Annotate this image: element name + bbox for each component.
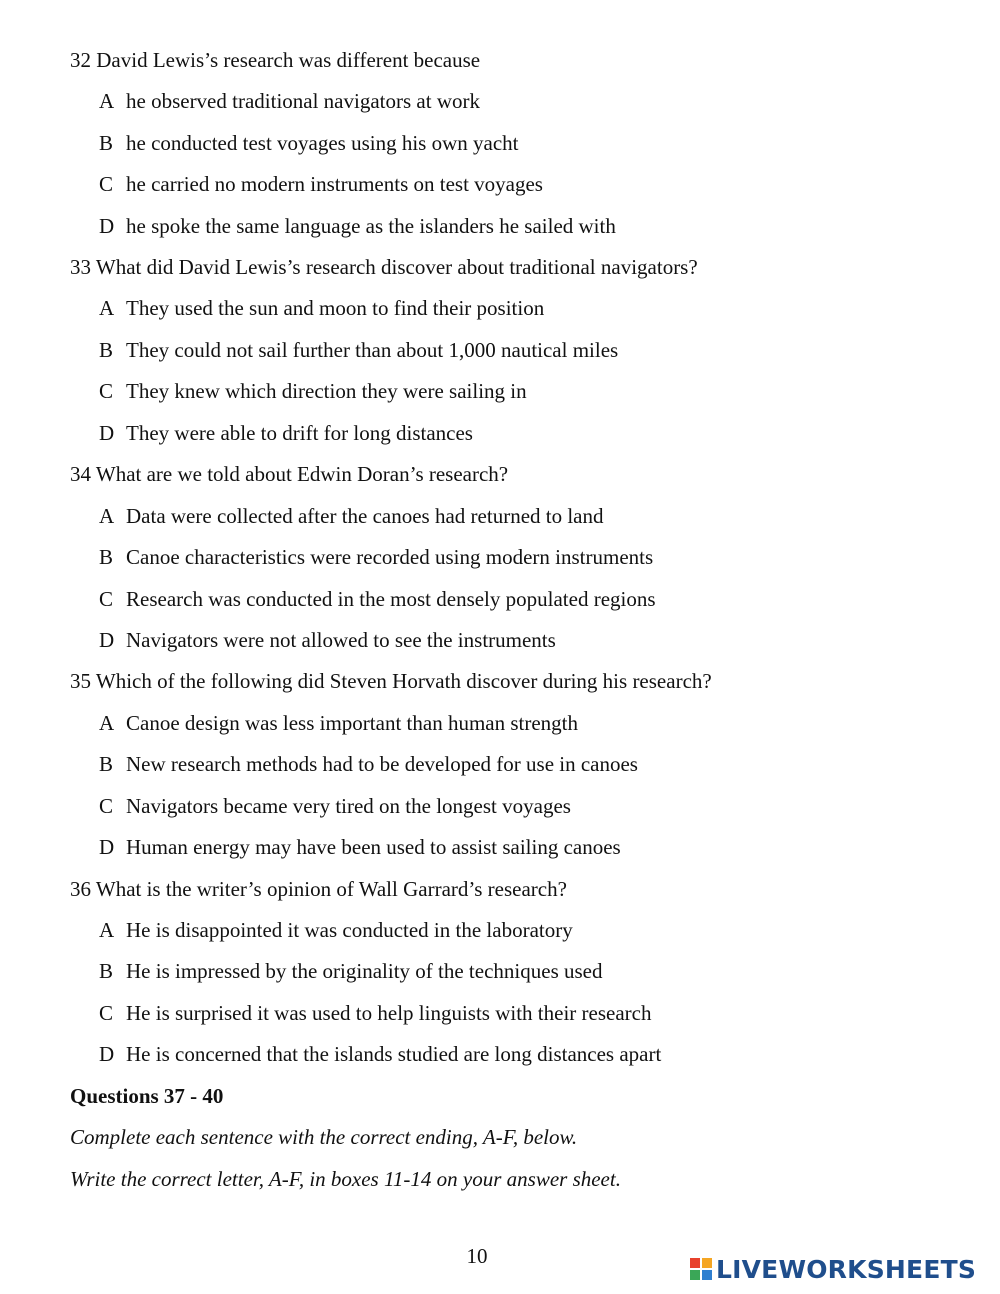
option-34-c: C Research was conducted in the most densely populated regions	[99, 587, 656, 611]
option-33-d: D They were able to drift for long distances	[99, 421, 473, 445]
question-32: 32 David Lewis’s research was different because	[70, 48, 481, 72]
logo-tile-3	[690, 1270, 700, 1280]
option-36-c: C He is surprised it was used to help linguists with their research	[99, 1001, 652, 1025]
option-34-d: D Navigators were not allowed to see the instruments	[99, 628, 556, 652]
question-35: 35 Which of the following did Steven Horvath discover during his research?	[70, 669, 712, 693]
option-33-a: A They used the sun and moon to find their position	[99, 296, 545, 320]
option-36-d: D He is concerned that the islands studied are long distances apart	[99, 1042, 662, 1066]
instruction-line-1: Complete each sentence with the correct ending, A-F, below.	[70, 1125, 578, 1149]
liveworksheets-logo[interactable]	[690, 1254, 976, 1284]
logo-text: LIVEWORKSHEETS	[716, 1254, 977, 1284]
option-34-b: B Canoe characteristics were recorded using modern instruments	[99, 545, 654, 569]
option-34-a: A Data were collected after the canoes had returned to land	[99, 504, 604, 528]
option-32-d: D he spoke the same language as the islanders he sailed with	[99, 214, 616, 238]
question-36: 36 What is the writer’s opinion of Wall Garrard’s research?	[70, 877, 567, 901]
logo-tile-1	[690, 1258, 700, 1268]
instruction-line-2: Write the correct letter, A-F, in boxes 11-14 on your answer sheet.	[70, 1167, 621, 1191]
question-33: 33 What did David Lewis’s research discover about traditional navigators?	[70, 255, 698, 279]
option-35-b: B New research methods had to be developed for use in canoes	[99, 752, 638, 776]
option-35-d: D Human energy may have been used to assist sailing canoes	[99, 835, 621, 859]
option-32-a: A he observed traditional navigators at work	[99, 89, 480, 113]
page-number: 10	[466, 1244, 488, 1268]
option-32-c: C he carried no modern instruments on test voyages	[99, 172, 543, 196]
option-32-b: B he conducted test voyages using his own yacht	[99, 131, 519, 155]
question-34: 34 What are we told about Edwin Doran’s research?	[70, 462, 509, 486]
option-36-b: B He is impressed by the originality of the techniques used	[99, 959, 603, 983]
option-33-c: C They knew which direction they were sailing in	[99, 379, 527, 403]
logo-tile-4	[702, 1270, 712, 1280]
logo-tile-2	[702, 1258, 712, 1268]
section-heading: Questions 37 - 40	[70, 1084, 224, 1108]
option-33-b: B They could not sail further than about 1,000 nautical miles	[99, 338, 619, 362]
liveworksheets-logo-icon	[690, 1258, 712, 1280]
option-35-a: A Canoe design was less important than human strength	[99, 711, 579, 735]
option-36-a: A He is disappointed it was conducted in the laboratory	[99, 918, 573, 942]
option-35-c: C Navigators became very tired on the longest voyages	[99, 794, 571, 818]
